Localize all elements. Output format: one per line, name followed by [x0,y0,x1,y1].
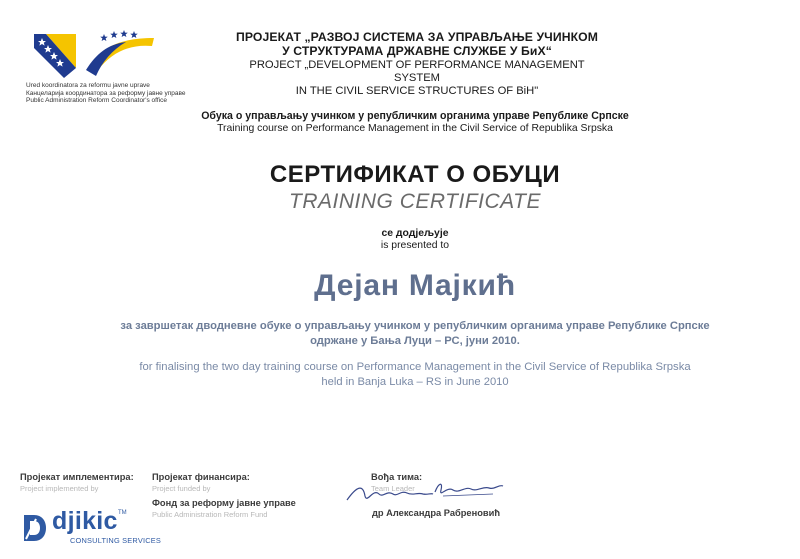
djikic-logo [20,509,170,551]
implementer-label-lat: Project implemented by [20,484,99,493]
certificate-title [150,161,680,214]
team-leader-label-lat: Team Leader [371,484,415,493]
project-cyr-line1: ПРОЈЕКАТ „РАЗВОЈ СИСТЕМА ЗА УПРАВЉАЊЕ УЧИНКОМ [236,30,598,44]
reason-lat-line1: for finalising the two day training course on Performance Management in the Civil Service of Republika Srpska [139,361,691,373]
funder-name-block [152,498,296,520]
team-leader-name: др Александра Рабреновић [372,508,501,518]
funder-name-lat: Public Administration Reform Fund [152,510,268,519]
implementer-label: Пројекат имплементира: [20,472,134,482]
team-leader-label: Вођа тима: [371,472,423,482]
logo-caption-line2: Канцеларија координатора за реформу јавне управе [26,89,186,97]
certificate-title-lat: TRAINING CERTIFICATE [289,190,541,213]
recipient-name: Дејан Мајкић [314,269,516,302]
presented-to-lat: is presented to [380,240,450,251]
project-cyr-line2: У СТРУКТУРАМА ДРЖАВНЕ СЛУЖБЕ У БиХ“ [282,44,552,58]
course-lat: Training course on Performance Management in the Civil Service of Republika Srpska [217,122,613,134]
project-lat-line2: IN THE CIVIL SERVICE STRUCTURES OF BiH" [295,85,539,97]
presented-to [250,228,580,252]
bih-flag-stars-logo-icon [26,24,166,80]
logo-caption-line1: Ured koordinatora za reformu javne uprave [26,82,150,89]
djikic-subtitle: CONSULTING SERVICES [70,536,161,545]
reason-cyr-line1: за завршетак дводневне обуке о управљању учинком у републичким органима управе Републике Српске [120,320,710,332]
djikic-tm: TM [118,510,127,516]
reason-lat-line2: held in Banja Luka – RS in June 2010 [321,375,509,388]
course-cyr: Обука о управљању учинком у републичким органима управе Републике Српске [201,110,629,122]
project-lat-line1: PROJECT „DEVELOPMENT OF PERFORMANCE MANAGEMENT SYSTEM [249,59,585,84]
completion-reason [100,319,730,389]
logo-caption [26,82,226,105]
funder-block [152,472,250,494]
reason-cyr-line2: одржане у Бањa Луци – РС, јуни 2010. [310,334,520,347]
project-header [232,30,602,98]
implementer-block [20,472,134,494]
funder-label-lat: Project funded by [152,484,211,493]
funder-label: Пројекат финансира: [152,472,250,482]
certificate-title-cyr: СЕРТИФИКАТ О ОБУЦИ [269,161,561,188]
djikic-mark-icon [20,511,48,545]
logo-caption-line3: Public Administration Reform Coordinator's office [26,97,167,104]
signature-icon [343,478,513,508]
presented-to-cyr: се додјељује [381,228,449,239]
funder-name: Фонд за реформу јавне управе [152,498,296,508]
par-coordinator-logo [26,24,226,105]
course-title [185,110,645,135]
djikic-wordmark: djikic [52,507,118,535]
